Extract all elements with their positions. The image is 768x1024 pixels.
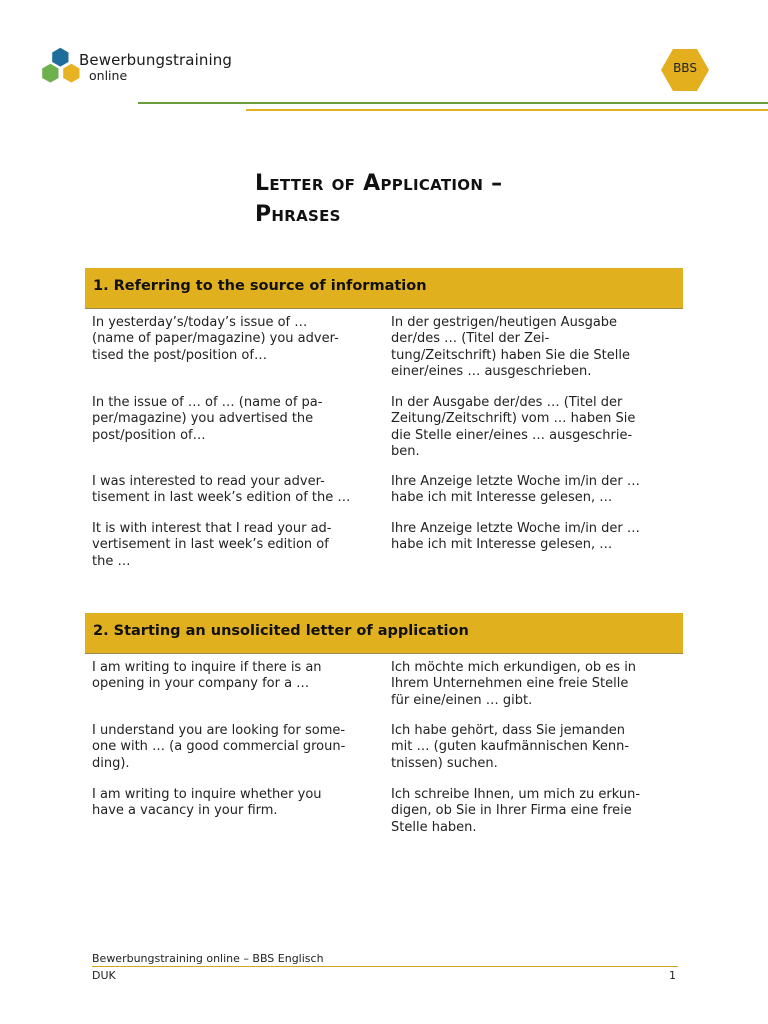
logo-subtitle: online [89,68,128,83]
phrase-german: Ich schreibe Ihnen, um mich zu erkun- digen, ob Sie in Ihrer Firma eine freie Stelle haben. [391,787,641,835]
section-divider [85,308,683,309]
title-line-1: Letter of Application – [255,171,503,196]
phrase-german: Ihre Anzeige letzte Woche im/in der … habe ich mit Interesse gelesen, … [391,474,640,506]
phrase-english: In the issue of … of … (name of pa- per/magazine) you advertised the post/position of… [92,395,323,443]
phrase-german: Ich habe gehört, dass Sie jemanden mit … (guten kaufmännischen Kenn- tnissen) suchen. [391,723,630,771]
logo [38,46,248,96]
footer-author: DUK [92,969,116,982]
section-heading-label: 1. Referring to the source of information [93,278,427,294]
page-number: 1 [669,969,676,982]
header-rule-green [138,102,768,104]
section-divider [85,653,683,654]
phrase-english: It is with interest that I read your ad- vertisement in last week’s edition of the … [92,521,332,569]
phrase-german: Ich möchte mich erkundigen, ob es in Ihrem Unternehmen eine freie Stelle für eine/einen … gibt. [391,660,637,708]
footer-rule [92,966,678,967]
title-line-2: Phrases [255,202,341,227]
phrase-german: In der Ausgabe der/des … (Titel der Zeitung/Zeitschrift) vom … haben Sie die Stelle einer/eines … ausgeschrie- ben. [391,395,636,459]
logo-title: Bewerbungstraining [79,51,232,69]
section-heading-label: 2. Starting an unsolicited letter of application [93,623,469,639]
phrase-german: In der gestrigen/heutigen Ausgabe der/des … (Titel der Zei- tung/Zeitschrift) haben Sie die Stelle einer/eines … ausgeschrieben. [391,315,630,379]
bbs-badge [660,47,710,93]
section-heading-1 [85,268,683,308]
footer-title: Bewerbungstraining online – BBS Englisch [92,952,324,965]
phrase-german: Ihre Anzeige letzte Woche im/in der … habe ich mit Interesse gelesen, … [391,521,640,553]
section-heading-2 [85,613,683,653]
phrase-english: In yesterday’s/today’s issue of … (name of paper/magazine) you adver- tised the post/position of… [92,315,339,363]
badge-label: BBS [673,61,697,75]
phrase-english: I understand you are looking for some- one with … (a good commercial groun- ding). [92,723,346,771]
phrase-english: I was interested to read your adver- tisement in last week’s edition of the … [92,474,351,506]
header-rule-gold [246,109,768,111]
phrase-english: I am writing to inquire if there is an opening in your company for a … [92,660,322,692]
page-title [255,168,675,230]
phrase-english: I am writing to inquire whether you have a vacancy in your firm. [92,787,322,819]
